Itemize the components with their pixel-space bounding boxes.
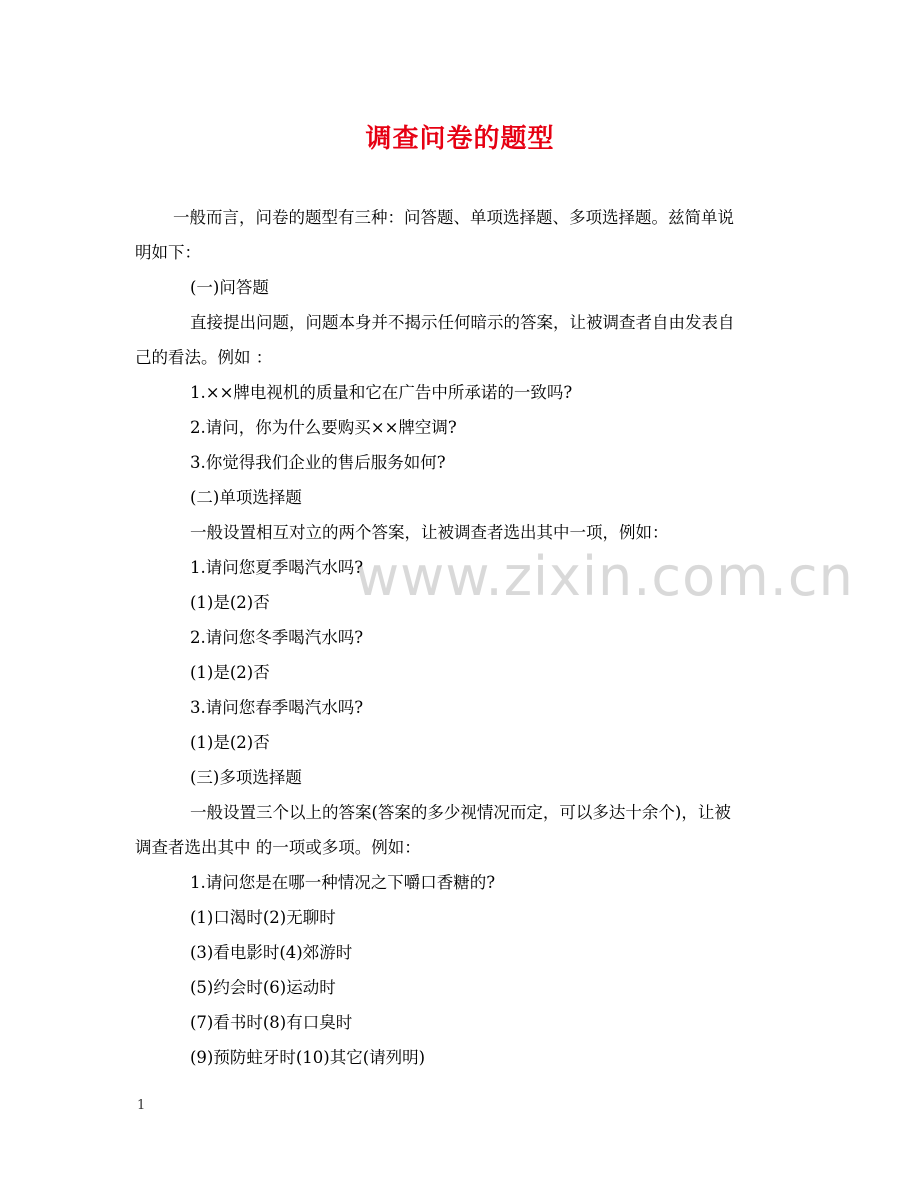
multiple-choice-description-line-2: 调查者选出其中 的一项或多项。例如：	[135, 838, 421, 857]
essay-question-2: 2.请问，你为什么要购买××牌空调?	[190, 418, 457, 437]
multiple-choice-options-1: (1)口渴时(2)无聊时	[190, 908, 336, 927]
essay-question-3: 3.你觉得我们企业的售后服务如何?	[190, 453, 446, 472]
page-number: 1	[137, 1098, 146, 1113]
intro-line-2: 明如下：	[135, 243, 201, 262]
essay-description-line-2: 己的看法。例如 ：	[135, 348, 273, 367]
single-choice-question-1: 1.请问您夏季喝汽水吗?	[190, 558, 364, 577]
multiple-choice-options-2: (3)看电影时(4)郊游时	[190, 943, 353, 962]
single-choice-answers-1: (1)是(2)否	[190, 593, 270, 612]
section-heading-essay: (一)问答题	[190, 278, 269, 297]
intro-line-1: 一般而言，问卷的题型有三种：问答题、单项选择题、多项选择题。兹简单说	[173, 208, 734, 227]
multiple-choice-description-line-1: 一般设置三个以上的答案(答案的多少视情况而定，可以多达十余个)，让被	[190, 803, 731, 822]
single-choice-question-3: 3.请问您春季喝汽水吗?	[190, 698, 364, 717]
document-body	[135, 200, 787, 1075]
single-choice-answers-2: (1)是(2)否	[190, 663, 270, 682]
section-heading-multiple-choice: (三)多项选择题	[190, 768, 302, 787]
multiple-choice-options-5: (9)预防蛀牙时(10)其它(请列明)	[190, 1048, 426, 1067]
single-choice-answers-3: (1)是(2)否	[190, 733, 270, 752]
watermark: www.zixin.com.cn	[355, 545, 854, 608]
multiple-choice-options-3: (5)约会时(6)运动时	[190, 978, 336, 997]
multiple-choice-question-1: 1.请问您是在哪一种情况之下嚼口香糖的?	[190, 873, 496, 892]
single-choice-question-2: 2.请问您冬季喝汽水吗?	[190, 628, 364, 647]
essay-description-line-1: 直接提出问题，问题本身并不揭示任何暗示的答案，让被调查者自由发表自	[190, 313, 735, 332]
section-heading-single-choice: (二)单项选择题	[190, 488, 302, 507]
essay-question-1: 1.××牌电视机的质量和它在广告中所承诺的一致吗?	[190, 383, 573, 402]
page-title: 调查问卷的题型	[365, 124, 555, 154]
multiple-choice-options-4: (7)看书时(8)有口臭时	[190, 1013, 353, 1032]
single-choice-description: 一般设置相互对立的两个答案，让被调查者选出其中一项，例如：	[190, 523, 669, 542]
